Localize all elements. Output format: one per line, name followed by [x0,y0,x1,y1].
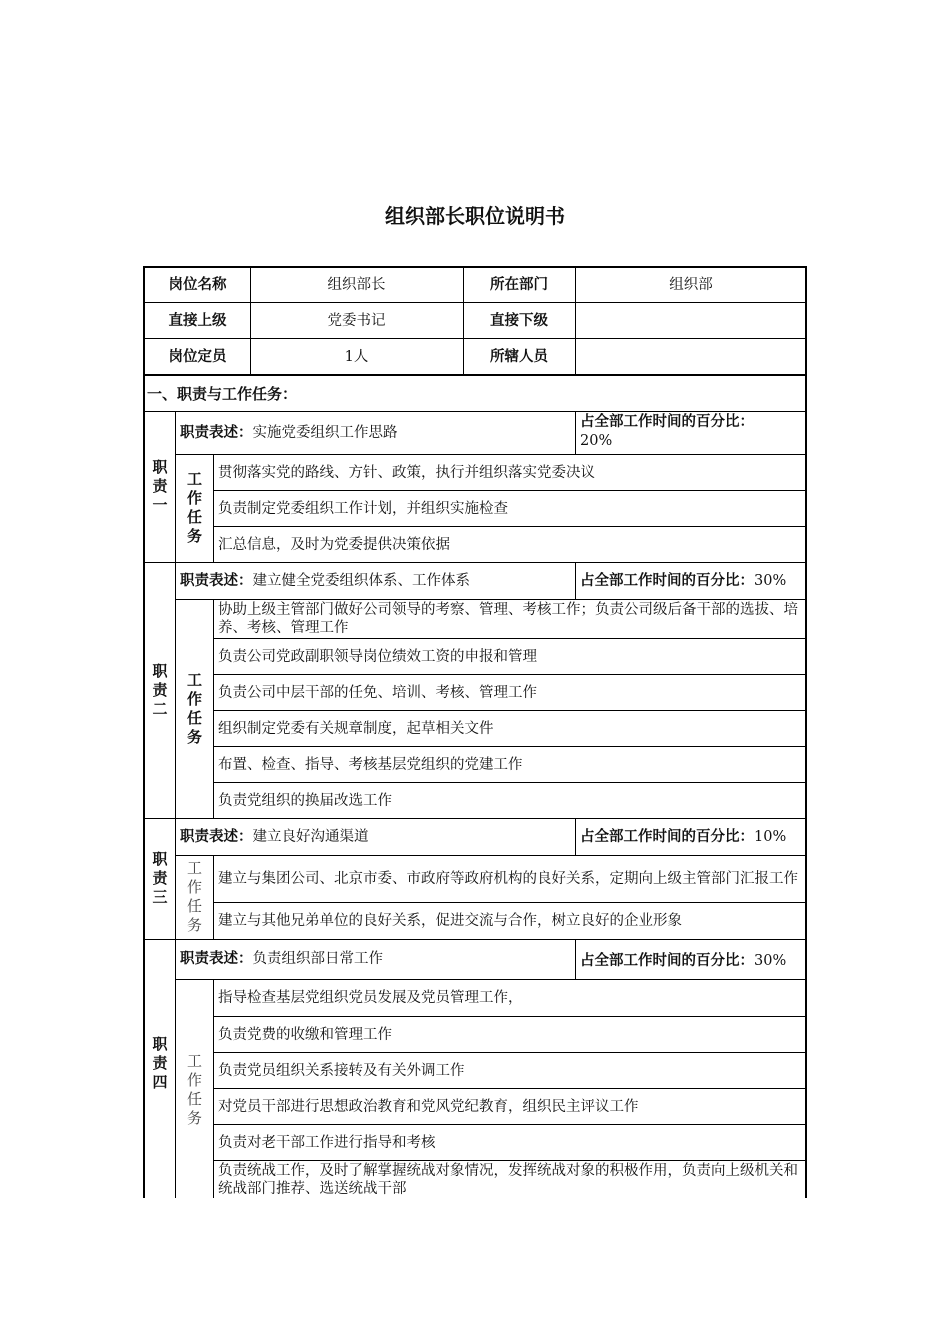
position-name-value: 组织部长 [327,277,386,293]
task-2-4: 组织制定党委有关规章制度，起草相关文件 [218,720,494,737]
duty-desc-1: 职责表述： 实施党委组织工作思路 [180,425,398,441]
staff-label: 所辖人员 [490,348,548,365]
subordinate-label: 直接下级 [490,312,548,329]
superior-value: 党委书记 [327,312,386,329]
task-1-1: 贯彻落实党的路线、方针、政策，执行并组织落实党委决议 [218,464,595,481]
duty-pct-2: 占全部工作时间的百分比： 30% [580,572,787,589]
task-2-2: 负责公司党政副职领导岗位绩效工资的申报和管理 [218,648,537,665]
duty-pct-3: 占全部工作时间的百分比： 10% [580,828,787,845]
task-label-4: 工 作 任 务 [186,1052,202,1127]
duty-desc-2: 职责表述： 建立健全党委组织体系、工作体系 [180,572,470,589]
task-4-5: 负责对老干部工作进行指导和考核 [218,1134,436,1151]
task-1-2: 负责制定党委组织工作计划，并组织实施检查 [218,500,508,517]
task-4-6: 负责统战工作，及时了解掌握统战对象情况，发挥统战对象的积极作用，负责向上级机关和统战部门推荐、选送统战干部 [218,1163,798,1197]
duty-label-3: 职 责 三 [152,850,168,906]
job-description-table [143,266,807,1198]
staff-value [575,339,807,374]
task-label-3: 工 作 任 务 [186,859,202,934]
task-4-4: 对党员干部进行思想政治教育和党风党纪教育，组织民主评议工作 [218,1098,639,1115]
task-4-1: 指导检查基层党组织党员发展及党员管理工作， [218,990,523,1006]
task-3-1: 建立与集团公司、北京市委、市政府等政府机构的良好关系，定期向上级主管部门汇报工作 [218,871,798,887]
task-2-6: 负责党组织的换届改选工作 [218,792,392,809]
duty-desc-3: 职责表述： 建立良好沟通渠道 [180,828,369,845]
department-label: 所在部门 [490,277,548,293]
task-2-1: 协助上级主管部门做好公司领导的考察、管理、考核工作；负责公司级后备干部的选拔、培养、考核、管理工作 [218,602,798,636]
duty-pct-4: 占全部工作时间的百分比： 30% [580,953,787,969]
position-name-label: 岗位名称 [168,277,227,293]
task-4-3: 负责党员组织关系接转及有关外调工作 [218,1062,465,1079]
task-1-3: 汇总信息，及时为党委提供决策依据 [218,536,450,553]
subordinate-value [575,303,807,338]
task-2-5: 布置、检查、指导、考核基层党组织的党建工作 [218,756,523,773]
task-3-2: 建立与其他兄弟单位的良好关系，促进交流与合作，树立良好的企业形象 [218,913,682,929]
task-4-2: 负责党费的收缴和管理工作 [218,1026,392,1043]
task-label-1: 工 作 任 务 [186,470,202,545]
task-label-2: 工 作 任 务 [186,670,202,746]
task-2-3: 负责公司中层干部的任免、培训、考核、管理工作 [218,684,537,701]
duty-label-2: 职 责 二 [152,661,168,718]
superior-label: 直接上级 [168,312,227,329]
headcount-value: 1人 [344,348,369,365]
department-value: 组织部 [669,277,713,293]
duty-label-1: 职 责 一 [152,458,168,514]
headcount-label: 岗位定员 [168,348,227,365]
duty-desc-4: 职责表述： 负责组织部日常工作 [180,951,383,967]
document-title: 组织部长职位说明书 [385,204,565,228]
duty-pct-1: 占全部工作时间的百分比： 20% [580,414,754,449]
section-title: 一、职责与工作任务： [147,385,298,403]
duty-label-4: 职 责 四 [152,1035,168,1091]
